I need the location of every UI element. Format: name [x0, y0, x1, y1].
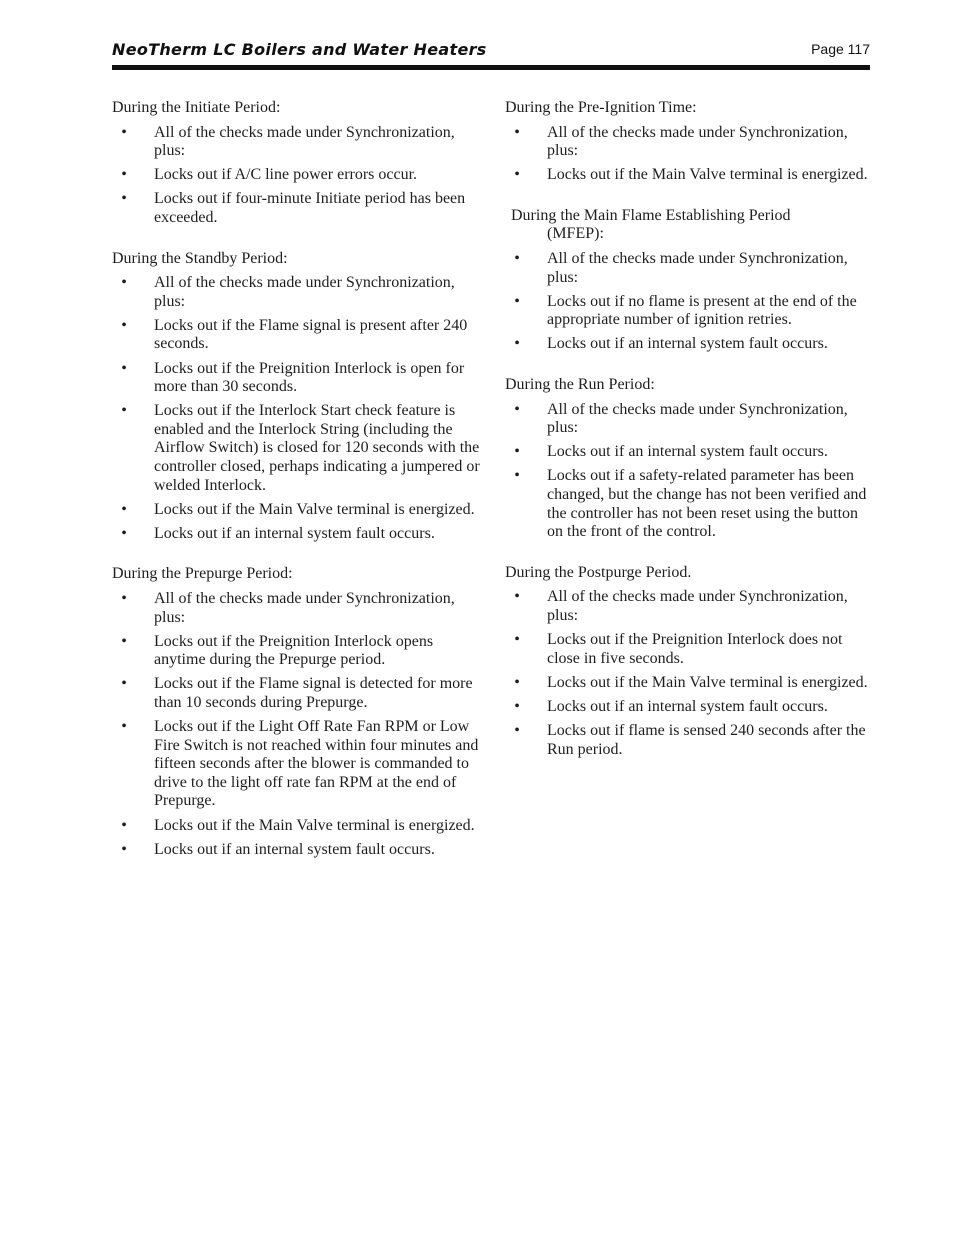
list-item-text: Locks out if no flame is present at the end of the appropriate number of ignition retries. — [547, 292, 857, 329]
bullet-list — [112, 274, 484, 543]
bullet-icon: • — [121, 500, 127, 518]
list-item — [112, 166, 484, 185]
list-item — [112, 501, 484, 520]
list-item-text: Locks out if four-minute Initiate period has been exceeded. — [154, 190, 466, 226]
list-item — [505, 467, 875, 541]
list-item — [505, 250, 875, 287]
bullet-icon: • — [121, 316, 127, 334]
bullet-icon: • — [514, 631, 520, 649]
page-number: Page 117 — [811, 41, 870, 57]
bullet-icon: • — [514, 400, 520, 418]
list-item-text: Locks out if the Preignition Interlock does not close in five seconds. — [547, 631, 843, 667]
list-item-text: Locks out if the Main Valve terminal is energized. — [547, 166, 868, 184]
list-item-text: Locks out if the Flame signal is present after 240 seconds. — [154, 316, 468, 353]
list-item-text: All of the checks made under Synchronization, plus: — [547, 400, 848, 437]
list-item — [112, 190, 484, 227]
bullet-icon: • — [121, 816, 127, 834]
section-heading — [112, 249, 484, 269]
list-item — [112, 360, 484, 397]
section-heading-text: During the Prepurge Period: — [112, 565, 293, 583]
bullet-icon: • — [121, 840, 127, 858]
list-item — [505, 443, 875, 462]
list-item — [505, 588, 875, 625]
list-item-text: Locks out if flame is sensed 240 seconds after the Run period. — [547, 721, 866, 758]
bullet-list — [505, 124, 875, 185]
section — [505, 98, 875, 185]
section-heading-text: During the Main Flame Establishing Period — [511, 206, 791, 224]
list-item — [505, 674, 875, 693]
section — [505, 375, 875, 542]
list-item-text: All of the checks made under Synchronization, plus: — [154, 274, 455, 310]
section — [112, 564, 484, 859]
list-item-text: Locks out if an internal system fault occurs. — [547, 335, 828, 353]
list-item-text: Locks out if the Light Off Rate Fan RPM or Low Fire Switch is not reached within four minutes and fifteen seconds after the blower is commanded to drive to the light off rate fan RPM at the end of Prepurge. — [154, 718, 479, 810]
list-item — [112, 274, 484, 311]
section-heading-text: During the Postpurge Period. — [505, 563, 692, 581]
list-item — [112, 317, 484, 354]
list-item-text: All of the checks made under Synchronization, plus: — [547, 588, 848, 624]
bullet-icon: • — [514, 123, 520, 141]
list-item-text: Locks out if the Main Valve terminal is energized. — [547, 673, 868, 691]
section-heading — [505, 563, 875, 583]
list-item — [505, 293, 875, 330]
list-item — [112, 124, 484, 161]
section-heading — [505, 206, 875, 244]
list-item-text: All of the checks made under Synchronization, plus: — [547, 250, 848, 286]
section-heading-text: During the Pre-Ignition Time: — [505, 99, 697, 116]
list-item-text: Locks out if the Preignition Interlock is open for more than 30 seconds. — [154, 359, 465, 396]
left-column — [112, 98, 484, 880]
bullet-icon: • — [514, 673, 520, 691]
list-item — [505, 722, 875, 759]
section-heading — [505, 375, 875, 395]
bullet-icon: • — [121, 675, 127, 693]
bullet-icon: • — [121, 274, 127, 292]
list-item-text: Locks out if a safety-related parameter has been changed, but the change has not been verified and the controller has not been reset using the button on the front of the control. — [547, 467, 867, 541]
list-item-text: Locks out if an internal system fault occurs. — [547, 697, 828, 715]
header-divider — [112, 65, 870, 70]
list-item-text: All of the checks made under Synchronization, plus: — [154, 123, 455, 160]
bullet-icon: • — [121, 402, 127, 420]
list-item-text: Locks out if the Interlock Start check feature is enabled and the Interlock String (including the Airflow Switch) is closed for 120 seconds with the controller closed, perhaps indicating a jumpered or welded Interlock. — [154, 402, 480, 494]
bullet-icon: • — [121, 632, 127, 650]
bullet-icon: • — [514, 588, 520, 606]
list-item-text: Locks out if the Preignition Interlock opens anytime during the Prepurge period. — [154, 632, 434, 669]
list-item — [112, 675, 484, 712]
bullet-icon: • — [514, 250, 520, 268]
bullet-icon: • — [121, 166, 127, 184]
section — [112, 98, 484, 228]
list-item-text: Locks out if A/C line power errors occur. — [154, 166, 418, 184]
list-item — [112, 525, 484, 544]
section-heading-text: During the Run Period: — [505, 376, 655, 394]
list-item-text: Locks out if the Flame signal is detected for more than 10 seconds during Prepurge. — [154, 675, 473, 711]
bullet-list — [505, 250, 875, 354]
bullet-icon: • — [121, 190, 127, 208]
section-heading — [505, 98, 875, 118]
bullet-icon: • — [514, 166, 520, 184]
list-item — [505, 631, 875, 668]
section — [112, 249, 484, 544]
list-item — [112, 590, 484, 627]
list-item — [505, 124, 875, 161]
right-column — [505, 98, 875, 780]
list-item-text: Locks out if an internal system fault occurs. — [154, 524, 435, 542]
section-heading — [112, 564, 484, 584]
bullet-icon: • — [121, 359, 127, 377]
bullet-list — [505, 401, 875, 542]
bullet-icon: • — [121, 123, 127, 141]
section-heading — [112, 98, 484, 118]
page-header — [112, 38, 870, 72]
list-item — [112, 402, 484, 495]
list-item-text: All of the checks made under Synchronization, plus: — [154, 589, 455, 626]
list-item — [112, 633, 484, 670]
document-title: NeoTherm LC Boilers and Water Heaters — [112, 40, 487, 59]
bullet-icon: • — [121, 589, 127, 607]
list-item — [505, 166, 875, 185]
list-item — [505, 401, 875, 438]
list-item — [112, 817, 484, 836]
section — [505, 563, 875, 759]
bullet-list — [112, 590, 484, 859]
section-heading-text: During the Initiate Period: — [112, 99, 281, 116]
bullet-list — [505, 588, 875, 759]
bullet-icon: • — [121, 718, 127, 736]
bullet-icon: • — [514, 292, 520, 310]
list-item — [112, 841, 484, 860]
list-item — [505, 335, 875, 354]
list-item — [112, 718, 484, 811]
bullet-icon: • — [514, 697, 520, 715]
section-heading-continuation: (MFEP): — [547, 225, 604, 243]
bullet-icon: • — [514, 335, 520, 353]
list-item-text: Locks out if an internal system fault occurs. — [547, 443, 828, 461]
bullet-icon: • — [514, 721, 520, 739]
section-heading-text: During the Standby Period: — [112, 249, 288, 267]
bullet-list — [112, 124, 484, 228]
list-item-text: Locks out if an internal system fault occurs. — [154, 840, 435, 858]
bullet-icon: • — [514, 467, 520, 485]
list-item — [505, 698, 875, 717]
bullet-icon: • — [121, 524, 127, 542]
list-item-text: Locks out if the Main Valve terminal is energized. — [154, 816, 475, 834]
list-item-text: Locks out if the Main Valve terminal is energized. — [154, 500, 475, 518]
section — [505, 206, 875, 354]
bullet-icon: • — [514, 443, 520, 461]
list-item-text: All of the checks made under Synchronization, plus: — [547, 123, 848, 160]
